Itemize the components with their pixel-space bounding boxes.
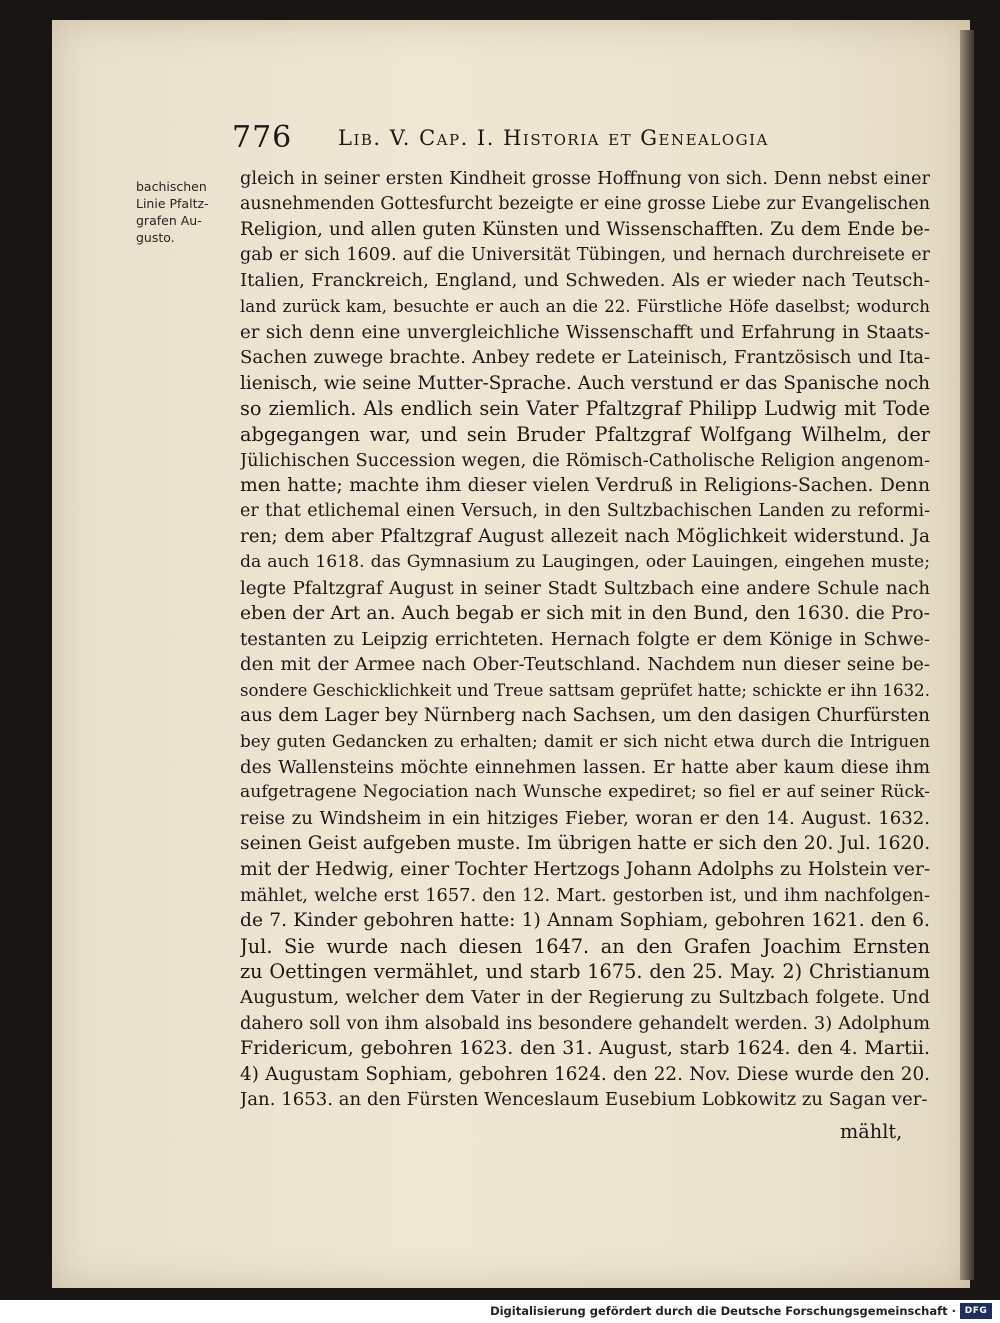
text-line: abgegangen war, und sein Bruder Pfaltzgraf Wolfgang Wilhelm, der [240,422,930,446]
text-line: da auch 1618. das Gymnasium zu Laugingen, oder Lauingen, eingehen muste; [240,551,930,572]
text-line: gab er sich 1609. auf die Universität Tübingen, und hernach durchreisete er [240,244,930,265]
text-line: eben der Art an. Auch begab er sich mit in den Bund, den 1630. die Pro- [240,603,930,625]
body-text [240,166,930,1113]
page-header [232,118,932,158]
text-line: Augustum, welcher dem Vater in der Regierung zu Sultzbach folgete. Und [240,987,930,1008]
text-line: mählet, welche erst 1657. den 12. Mart. gestorben ist, und ihm nachfolgen- [240,884,930,906]
text-line: legte Pfaltzgraf August in seiner Stadt Sultzbach eine andere Schule nach [240,577,930,599]
digitization-footer [0,1300,1000,1323]
text-line: er sich denn eine unvergleichliche Wissenschafft und Erfahrung in Staats- [240,321,930,343]
page-edge-shadow [960,30,974,1280]
text-line: bey guten Gedancken zu erhalten; damit er sich nicht etwa durch die Intriguen [240,731,930,752]
text-line: er that etlichemal einen Versuch, in den Sultzbachischen Landen zu reformi- [240,500,930,521]
text-line: men hatte; machte ihm dieser vielen Verdruß in Religions-Sachen. Denn [240,475,930,497]
text-line: Italien, Franckreich, England, und Schweden. Als er wieder nach Teutsch- [240,270,930,292]
text-line: Sachen zuwege brachte. Anbey redete er Lateinisch, Frantzösisch und Ita- [240,347,930,369]
text-line: gleich in seiner ersten Kindheit grosse Hoffnung von sich. Denn nebst einer [240,168,930,189]
text-line: reise zu Windsheim in ein hitziges Fieber, woran er den 14. August. 1632. [240,807,930,829]
text-line: land zurück kam, besuchte er auch an die 22. Fürstliche Höfe daselbst; wodurch [240,296,930,316]
text-line: ausnehmenden Gottesfurcht bezeigte er eine grosse Liebe zur Evangelischen [240,193,930,214]
text-line: des Wallensteins möchte einnehmen lassen. Er hatte aber kaum diese ihm [240,756,930,778]
text-line: aus dem Lager bey Nürnberg nach Sachsen, um den dasigen Churfürsten [240,705,930,727]
text-line: Fridericum, gebohren 1623. den 31. August, starb 1624. den 4. Martii. [240,1037,930,1060]
text-line: lienisch, wie seine Mutter-Sprache. Auch verstund er das Spanische noch [240,372,930,394]
text-line: 4) Augustam Sophiam, gebohren 1624. den 22. Nov. Diese wurde den 20. [240,1063,930,1085]
dfg-logo: DFG [960,1303,992,1319]
marginal-note-line: gusto. [136,230,175,245]
page-number: 776 [232,120,293,155]
text-line: so ziemlich. Als endlich sein Vater Pfaltzgraf Philipp Ludwig mit Tode [240,397,930,421]
text-line: zu Oettingen vermählet, und starb 1675. den 25. May. 2) Christianum [240,960,930,984]
text-line: Jan. 1653. an den Fürsten Wenceslaum Eusebium Lobkowitz zu Sagan ver- [240,1089,928,1111]
text-line: Religion, und allen guten Künsten und Wissenschafften. Zu dem Ende be- [240,219,930,241]
text-line: mit der Hedwig, einer Tochter Hertzogs Johann Adolphs zu Holstein ver- [240,859,930,881]
text-line: de 7. Kinder gebohren hatte: 1) Annam Sophiam, gebohren 1621. den 6. [240,910,930,932]
text-line: ren; dem aber Pfaltzgraf August allezeit nach Möglichkeit widerstund. Ja [240,526,930,548]
text-line: seinen Geist aufgeben muste. Im übrigen hatte er sich den 20. Jul. 1620. [240,833,930,855]
text-line: dahero soll von ihm alsobald ins besondere gehandelt werden. 3) Adolphum [240,1012,930,1034]
catchword: mählt, [840,1120,903,1143]
text-line: aufgetragene Negociation nach Wunsche expediret; so fiel er auf seiner Rück- [240,782,930,803]
marginal-note [136,178,236,246]
text-line: den mit der Armee nach Ober-Teutschland. Nachdem nun dieser seine be- [240,654,930,676]
running-head: Lib. V. Cap. I. Historia et Genealogia [338,126,769,150]
text-line: testanten zu Leipzig errichteten. Hernach folgte er dem Könige in Schwe- [240,628,930,650]
text-line: Jul. Sie wurde nach diesen 1647. an den Grafen Joachim Ernsten [240,934,930,958]
marginal-note-line: bachischen [136,179,207,194]
marginal-note-line: Linie Pfaltz- [136,196,209,211]
text-line: Jülichischen Succession wegen, die Römisch-Catholische Religion angenom- [240,449,930,471]
footer-credit: Digitalisierung gefördert durch die Deutsche Forschungsgemeinschaft · [490,1304,956,1318]
marginal-note-line: grafen Au- [136,213,202,228]
text-line: sondere Geschicklichkeit und Treue sattsam geprüfet hatte; schickte er ihn 1632. [240,680,930,700]
